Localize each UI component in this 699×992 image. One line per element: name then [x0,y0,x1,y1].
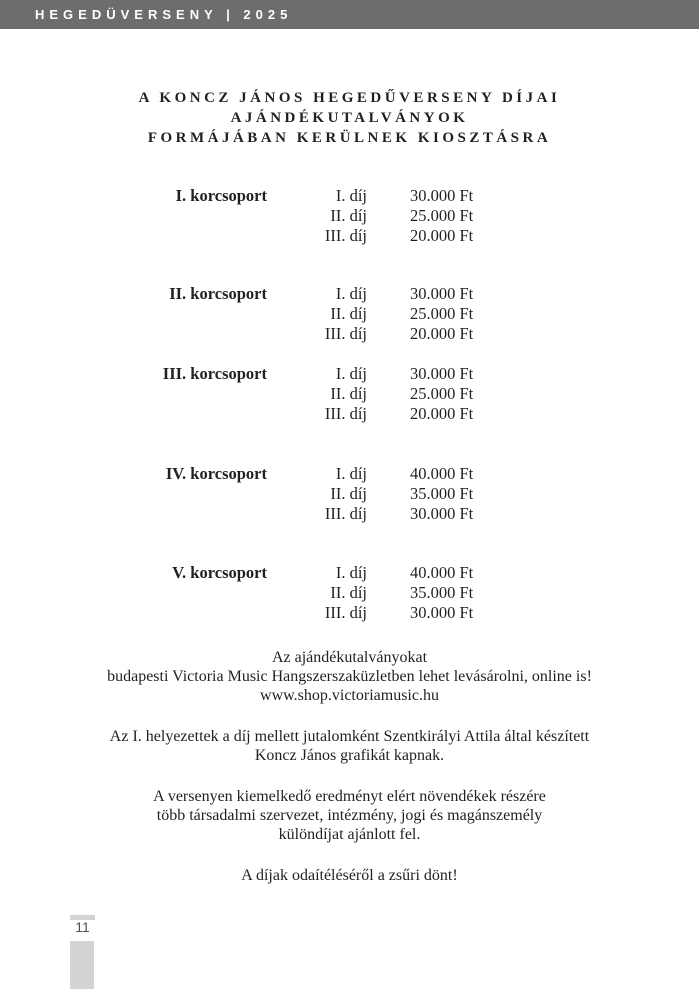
prize-amount: 25.000 Ft [410,384,474,403]
prize-row [0,226,699,246]
prize-rank: II. díj [330,583,367,602]
prize-rank: II. díj [330,384,367,403]
prize-rank: II. díj [330,304,367,323]
prize-row [0,324,699,344]
prize-amount: 30.000 Ft [410,364,474,383]
prize-rank: I. díj [335,563,367,582]
prize-rank: II. díj [330,206,367,225]
note-line: A versenyen kiemelkedő eredményt elért növendékek részére [153,788,546,805]
group-label-spacer [0,226,267,246]
prize-group-2 [0,284,699,344]
prize-rank: III. díj [324,226,367,245]
prize-row [0,504,699,524]
prize-amount: 30.000 Ft [410,504,474,523]
group-label: II. korcsoport [169,284,267,303]
prize-table [0,186,699,623]
prize-amount: 20.000 Ft [410,404,474,423]
prize-row [0,384,699,404]
page-header-bar [0,0,699,29]
prize-row [0,464,699,484]
prize-rank: III. díj [324,603,367,622]
footer-ornament-large-bar [70,941,94,989]
notes-section [0,648,699,907]
note-line: Az I. helyezettek a díj mellett jutalomként Szentkirályi Attila által készített [109,728,590,745]
note-paragraph-graphic-prize [0,727,699,765]
prize-amount: 30.000 Ft [410,603,474,622]
prize-group-4 [0,464,699,524]
prize-rank: III. díj [324,504,367,523]
prize-amount: 35.000 Ft [410,583,474,602]
title-line-1: A KONCZ JÁNOS HEGEDŰVERSENY DÍJAI [138,90,561,106]
prize-row [0,186,699,206]
prize-row [0,484,699,504]
group-label-spacer [0,603,267,623]
prize-amount: 20.000 Ft [410,226,474,245]
page-number: 11 [75,919,90,935]
prize-amount: 30.000 Ft [410,186,474,205]
prize-row [0,364,699,384]
group-label-spacer [0,404,267,424]
shop-url-text: www.shop.victoriamusic.hu [260,687,439,704]
group-label-spacer [0,504,267,524]
note-line: Koncz János grafikát kapnak. [254,747,445,764]
prize-rank: II. díj [330,484,367,503]
prize-row [0,284,699,304]
group-label-spacer [0,384,267,404]
prize-row [0,563,699,583]
group-label-spacer [0,583,267,603]
note-line: Az ajándékutalványokat [271,649,428,666]
note-paragraph-jury [0,866,699,885]
group-label-spacer [0,206,267,226]
prize-rank: III. díj [324,404,367,423]
title-line-3: FORMÁJÁBAN KERÜLNEK KIOSZTÁSRA [147,130,552,146]
note-line: A díjak odaítéléséről a zsűri dönt! [241,867,458,884]
document-title [0,88,699,148]
prize-row [0,583,699,603]
prize-rank: I. díj [335,464,367,483]
prize-amount: 30.000 Ft [410,284,474,303]
note-line: több társadalmi szervezet, intézmény, jogi és magánszemély [156,807,543,824]
group-label: I. korcsoport [175,186,267,205]
prize-amount: 40.000 Ft [410,464,474,483]
prize-rank: I. díj [335,284,367,303]
note-line: különdíjat ajánlott fel. [278,826,421,843]
prize-row [0,304,699,324]
prize-amount: 20.000 Ft [410,324,474,343]
prize-row [0,404,699,424]
group-label-spacer [0,484,267,504]
prize-group-1 [0,186,699,246]
prize-rank: III. díj [324,324,367,343]
note-paragraph-vouchers [0,648,699,705]
group-label: III. korcsoport [162,364,267,383]
prize-group-3 [0,364,699,424]
group-label: V. korcsoport [172,563,267,582]
prize-amount: 25.000 Ft [410,206,474,225]
header-title: HEGEDÜVERSENY | 2025 [35,7,293,22]
group-label: IV. korcsoport [165,464,267,483]
group-label-spacer [0,304,267,324]
prize-row [0,206,699,226]
prize-amount: 40.000 Ft [410,563,474,582]
prize-row [0,603,699,623]
prize-group-5 [0,563,699,623]
note-paragraph-special-prizes [0,787,699,844]
prize-amount: 35.000 Ft [410,484,474,503]
title-line-2: AJÁNDÉKUTALVÁNYOK [230,110,469,126]
note-line: budapesti Victoria Music Hangszerszaküzletben lehet levásárolni, online is! [107,668,592,685]
prize-rank: I. díj [335,364,367,383]
group-label-spacer [0,324,267,344]
prize-rank: I. díj [335,186,367,205]
prize-amount: 25.000 Ft [410,304,474,323]
